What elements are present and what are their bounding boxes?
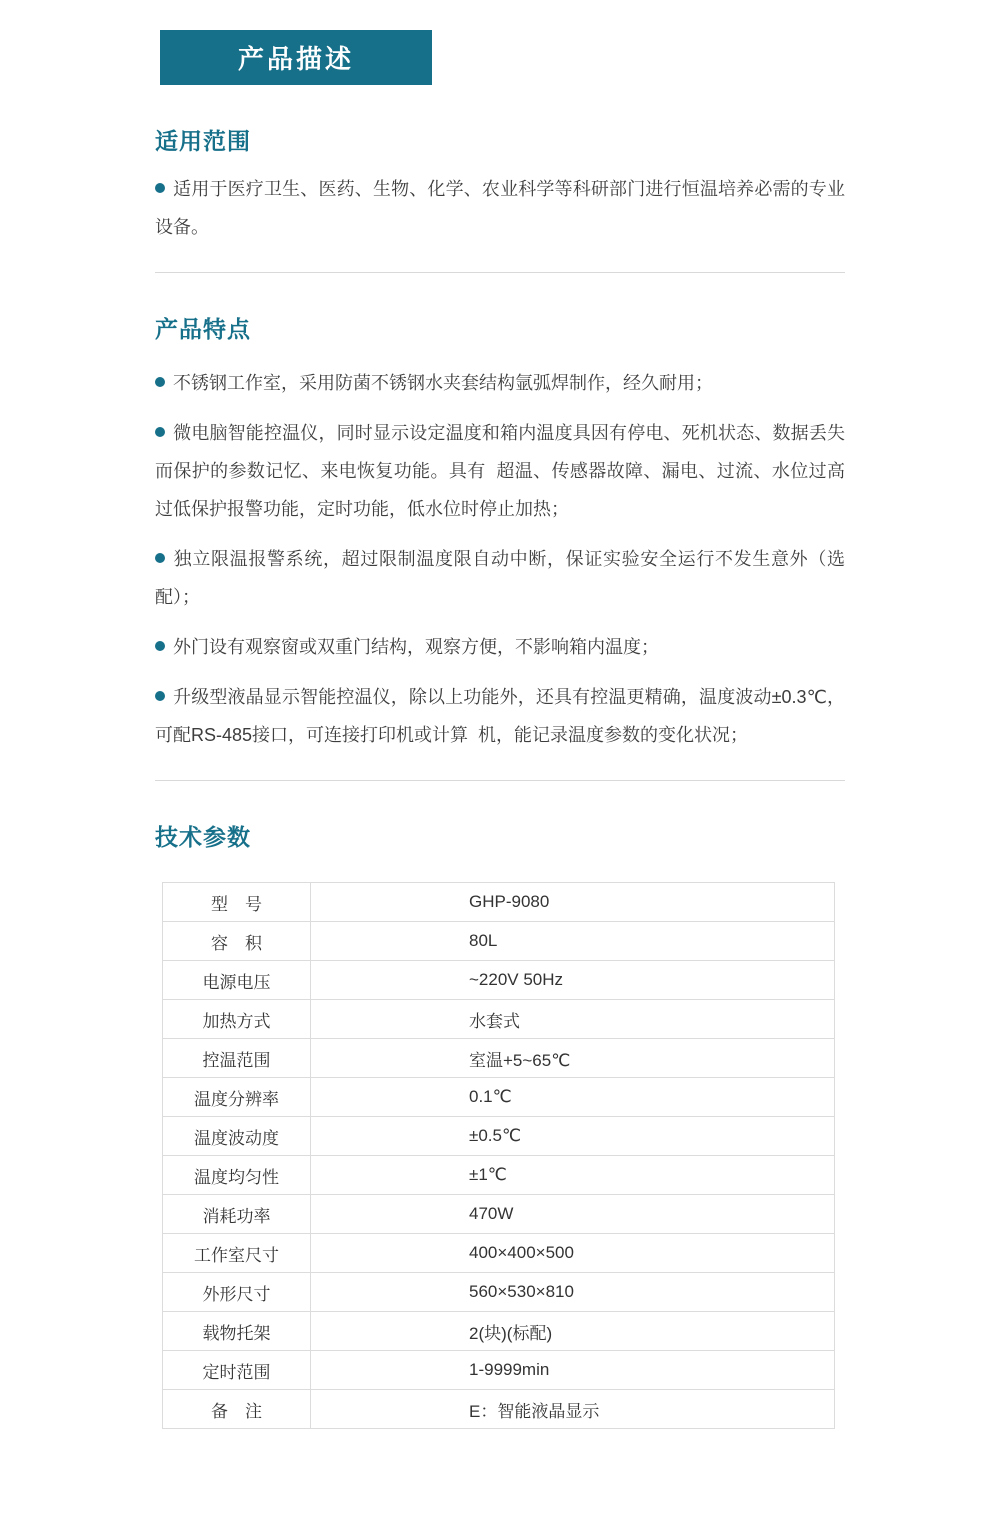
spec-label: 温度均匀性 [163, 1156, 311, 1195]
spec-value: 1-9999min [311, 1351, 835, 1390]
table-row [163, 922, 835, 961]
feature-bullet [155, 364, 845, 402]
spec-label: 温度波动度 [163, 1117, 311, 1156]
table-row [163, 1273, 835, 1312]
table-row [163, 1390, 835, 1429]
feature-bullet-text: 不锈钢工作室，采用防菌不锈钢水夹套结构氩弧焊制作，经久耐用； [173, 373, 713, 393]
bullet-dot-icon [155, 183, 165, 193]
spec-label: 工作室尺寸 [163, 1234, 311, 1273]
table-row [163, 1078, 835, 1117]
section-divider [155, 272, 845, 273]
spec-value: 80L [311, 922, 835, 961]
section-title-scope: 适用范围 [155, 128, 251, 154]
spec-value: 0.1℃ [311, 1078, 835, 1117]
spec-value: ~220V 50Hz [311, 961, 835, 1000]
product-description-badge [160, 30, 432, 85]
table-row [163, 1195, 835, 1234]
bullet-dot-icon [155, 553, 165, 563]
bullet-dot-icon [155, 691, 165, 701]
feature-bullet [155, 540, 845, 616]
spec-label: 定时范围 [163, 1351, 311, 1390]
feature-bullet [155, 628, 845, 666]
content-area [155, 30, 845, 1429]
scope-bullet [155, 170, 845, 246]
feature-bullet [155, 678, 845, 754]
spec-label: 温度分辨率 [163, 1078, 311, 1117]
table-row [163, 1156, 835, 1195]
table-row [163, 1117, 835, 1156]
feature-bullet-text: 微电脑智能控温仪，同时显示设定温度和箱内温度具因有停电、死机状态、数据丢失而保护的参数记忆、来电恢复功能。具有 超温、传感器故障、漏电、过流、水位过高过低保护报警功能，定时功能，低水位时停止加热； [155, 423, 845, 519]
spec-value: GHP-9080 [311, 883, 835, 922]
spec-value: 470W [311, 1195, 835, 1234]
spec-label: 容 积 [163, 922, 311, 961]
spec-label: 消耗功率 [163, 1195, 311, 1234]
section-divider [155, 780, 845, 781]
scope-bullet-text: 适用于医疗卫生、医药、生物、化学、农业科学等科研部门进行恒温培养必需的专业设备。 [155, 179, 845, 237]
spec-value: 2(块)(标配) [311, 1312, 835, 1351]
badge-label: 产品描述 [237, 44, 354, 74]
table-row [163, 1234, 835, 1273]
spec-label: 型 号 [163, 883, 311, 922]
bullet-dot-icon [155, 377, 165, 387]
feature-bullet-text: 升级型液晶显示智能控温仪，除以上功能外，还具有控温更精确，温度波动±0.3℃，可配RS-485接口，可连接打印机或计算 机，能记录温度参数的变化状况； [155, 687, 845, 745]
spec-value: 水套式 [311, 1000, 835, 1039]
spec-label: 电源电压 [163, 961, 311, 1000]
spec-value: 400×400×500 [311, 1234, 835, 1273]
section-scope [155, 123, 845, 246]
section-title-specs: 技术参数 [155, 824, 251, 850]
spec-label: 外形尺寸 [163, 1273, 311, 1312]
spec-label: 控温范围 [163, 1039, 311, 1078]
bullet-dot-icon [155, 641, 165, 651]
section-features [155, 311, 845, 754]
spec-value: 室温+5~65℃ [311, 1039, 835, 1078]
spec-value: 560×530×810 [311, 1273, 835, 1312]
table-row [163, 961, 835, 1000]
spec-label: 加热方式 [163, 1000, 311, 1039]
section-title-features: 产品特点 [155, 316, 251, 342]
feature-bullet [155, 414, 845, 528]
spec-label: 载物托架 [163, 1312, 311, 1351]
spec-value: ±1℃ [311, 1156, 835, 1195]
table-row [163, 1039, 835, 1078]
spec-value: ±0.5℃ [311, 1117, 835, 1156]
section-specs [155, 819, 845, 1429]
spec-value: E：智能液晶显示 [311, 1390, 835, 1429]
table-row [163, 1000, 835, 1039]
specs-table [162, 882, 835, 1429]
table-row [163, 1351, 835, 1390]
table-row [163, 1312, 835, 1351]
bullet-dot-icon [155, 427, 165, 437]
feature-bullet-text: 独立限温报警系统，超过限制温度限自动中断，保证实验安全运行不发生意外（选配）； [155, 549, 845, 607]
spec-label: 备 注 [163, 1390, 311, 1429]
table-row [163, 883, 835, 922]
feature-bullet-text: 外门设有观察窗或双重门结构，观察方便，不影响箱内温度； [173, 637, 659, 657]
